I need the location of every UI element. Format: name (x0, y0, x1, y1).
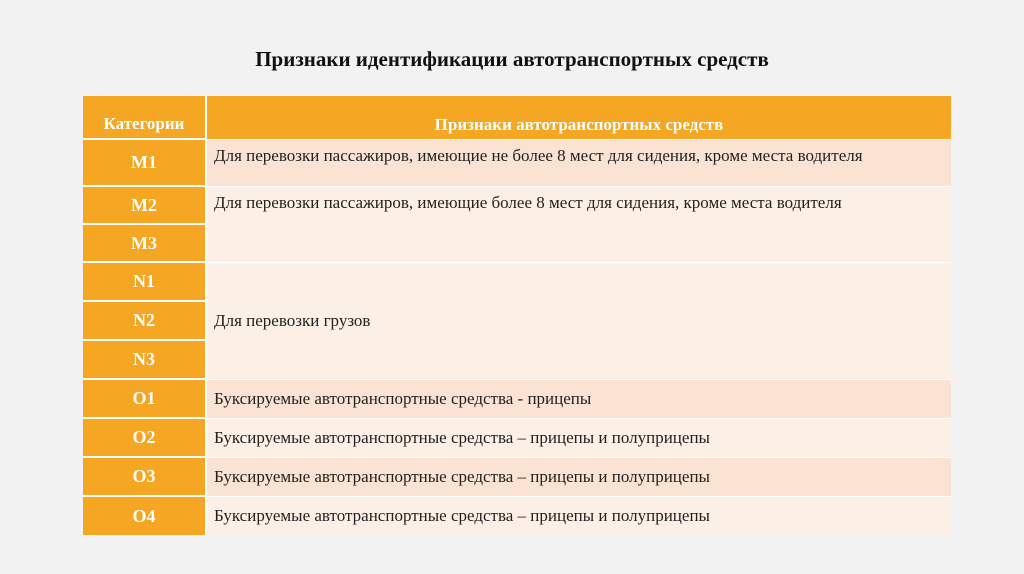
table-row (83, 457, 951, 496)
category-cell-o1: O1 (83, 379, 206, 418)
table-row (83, 139, 951, 186)
table-row (83, 262, 951, 301)
description-cell: Для перевозки пассажиров, имеющие не более 8 мест для сидения, кроме места водителя (206, 139, 951, 186)
description-cell: Для перевозки пассажиров, имеющие более 8 мест для сидения, кроме места водителя (206, 186, 951, 262)
slide-title: Признаки идентификации автотранспортных средств (255, 47, 769, 71)
category-cell-o4: O4 (83, 496, 206, 535)
description-cell: Для перевозки грузов (206, 262, 951, 379)
header-categories: Категории (83, 96, 206, 139)
category-cell-n3: N3 (83, 340, 206, 379)
category-cell-n2: N2 (83, 301, 206, 340)
header-features: Признаки автотранспортных средств (206, 96, 951, 139)
description-cell: Буксируемые автотранспортные средства – прицепы и полуприцепы (206, 496, 951, 535)
category-cell-m1: M1 (83, 139, 206, 186)
vehicle-categories-table (83, 96, 951, 535)
table-row (83, 418, 951, 457)
description-cell: Буксируемые автотранспортные средства - прицепы (206, 379, 951, 418)
table-row (83, 186, 951, 224)
table-row (83, 496, 951, 535)
category-cell-m3: M3 (83, 224, 206, 262)
description-cell: Буксируемые автотранспортные средства – прицепы и полуприцепы (206, 418, 951, 457)
description-cell: Буксируемые автотранспортные средства – прицепы и полуприцепы (206, 457, 951, 496)
table-header-row (83, 96, 951, 139)
table-row (83, 379, 951, 418)
category-cell-m2: M2 (83, 186, 206, 224)
category-cell-n1: N1 (83, 262, 206, 301)
category-cell-o2: O2 (83, 418, 206, 457)
category-cell-o3: O3 (83, 457, 206, 496)
